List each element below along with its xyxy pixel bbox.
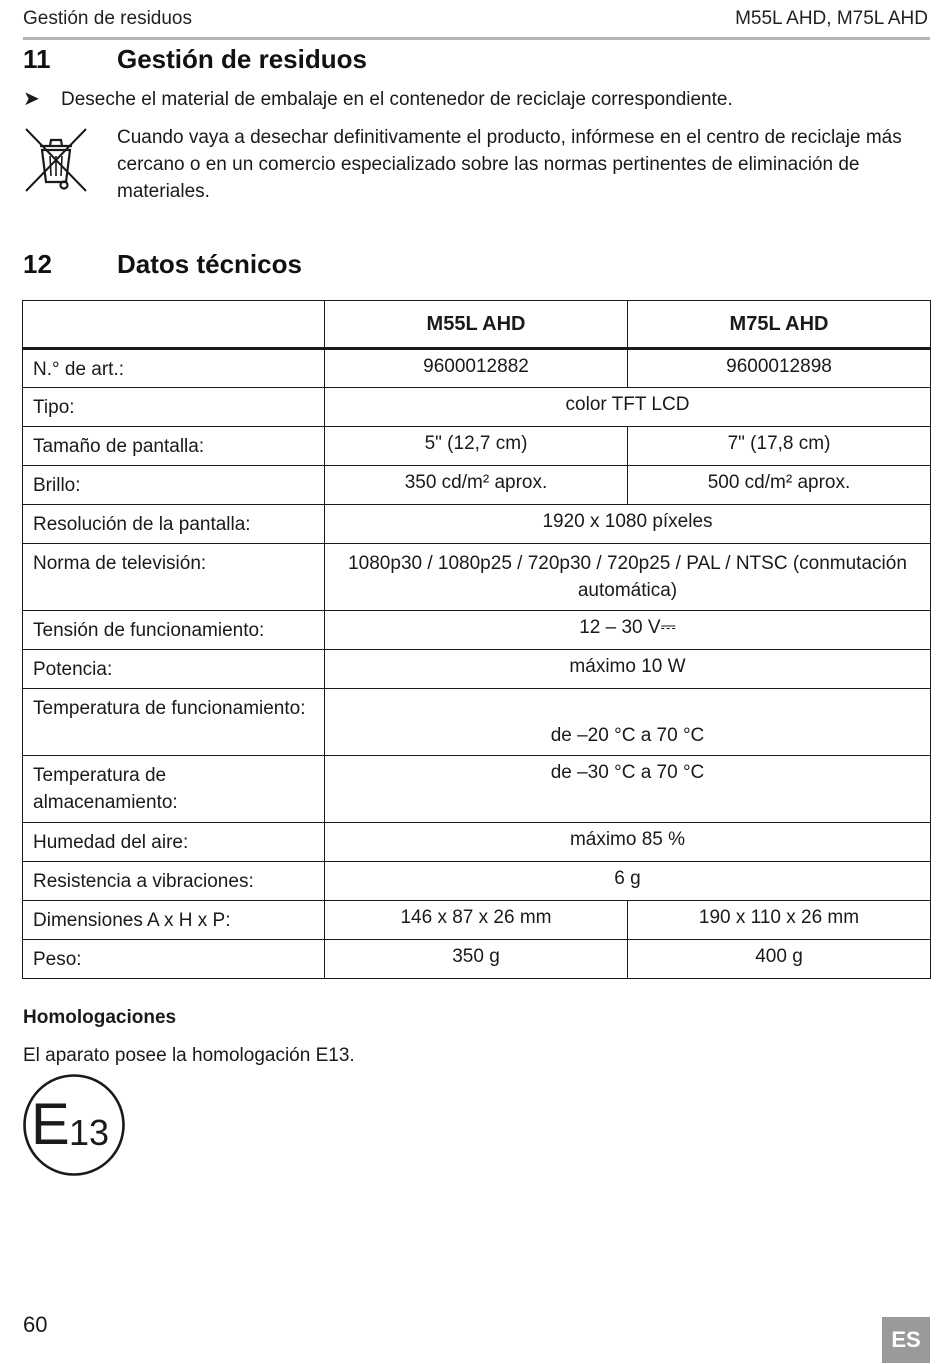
- value-m55: 5" (12,7 cm): [325, 427, 628, 466]
- e13-mark-letter: E: [31, 1092, 70, 1157]
- value-shared: 1920 x 1080 píxeles: [325, 505, 931, 544]
- row-label: Tamaño de pantalla:: [23, 427, 325, 466]
- table-row: [23, 862, 931, 901]
- value-shared: de –20 °C a 70 °C: [325, 689, 931, 756]
- homologation-heading: Homologaciones: [23, 1007, 177, 1028]
- row-label: Brillo:: [23, 466, 325, 505]
- value-m75: 500 cd/m² aprox.: [628, 466, 931, 505]
- arrow-bullet-icon: ➤: [23, 88, 40, 110]
- column-header-m55: M55L AHD: [325, 301, 628, 349]
- row-label: Resistencia a vibraciones:: [23, 862, 325, 901]
- value-m55: 146 x 87 x 26 mm: [325, 901, 628, 940]
- row-label: Temperatura de almacenamiento:: [23, 756, 325, 823]
- section-title: Gestión de residuos: [117, 44, 367, 74]
- table-row: [23, 823, 931, 862]
- table-row: [23, 940, 931, 979]
- e13-mark-number: 13: [69, 1112, 110, 1153]
- running-header-title: Gestión de residuos: [23, 8, 192, 29]
- table-row: [23, 505, 931, 544]
- table-row: [23, 388, 931, 427]
- value-m75: 7" (17,8 cm): [628, 427, 931, 466]
- table-row: [23, 611, 931, 650]
- value-m55: 350 cd/m² aprox.: [325, 466, 628, 505]
- value-shared: de –30 °C a 70 °C: [325, 756, 931, 823]
- value-m75: 9600012898: [628, 349, 931, 388]
- value-shared: 1080p30 / 1080p25 / 720p30 / 720p25 / PAL / NTSC (conmutación automática): [325, 544, 931, 611]
- table-row: [23, 544, 931, 611]
- homologation-text: El aparato posee la homologación E13.: [23, 1045, 355, 1066]
- row-label: Dimensiones A x H x P:: [23, 901, 325, 940]
- row-label: Resolución de la pantalla:: [23, 505, 325, 544]
- language-badge: ES: [882, 1317, 930, 1363]
- section-12-heading: [23, 249, 302, 280]
- table-row: [23, 466, 931, 505]
- row-label: Peso:: [23, 940, 325, 979]
- value-shared: color TFT LCD: [325, 388, 931, 427]
- packaging-instruction: [23, 86, 733, 111]
- section-number: 12: [23, 249, 52, 279]
- table-row: [23, 689, 931, 756]
- value-m75: 400 g: [628, 940, 931, 979]
- running-header-models: M55L AHD, M75L AHD: [735, 8, 928, 29]
- column-header-m75: M75L AHD: [628, 301, 931, 349]
- value-shared: 6 g: [325, 862, 931, 901]
- section-number: 11: [23, 44, 51, 74]
- value-shared: máximo 10 W: [325, 650, 931, 689]
- row-label: Temperatura de funcionamiento:: [23, 689, 325, 756]
- row-label: Humedad del aire:: [23, 823, 325, 862]
- row-label: N.° de art.:: [23, 349, 325, 388]
- table-row: [23, 349, 931, 388]
- section-title: Datos técnicos: [117, 249, 302, 279]
- value-m75: 190 x 110 x 26 mm: [628, 901, 931, 940]
- row-label: Potencia:: [23, 650, 325, 689]
- value-m55: 350 g: [325, 940, 628, 979]
- value-shared: 12 – 30 V⎓: [325, 611, 931, 650]
- value-m55: 9600012882: [325, 349, 628, 388]
- technical-data-table: [22, 300, 931, 979]
- table-row: [23, 901, 931, 940]
- crossed-out-wheelie-bin-icon: [23, 126, 89, 194]
- page-number: 60: [23, 1312, 48, 1337]
- disposal-text: Cuando vaya a desechar definitivamente el producto, infórmese en el centro de reciclaje más cercano o en un comercio especializado sobre las normas pertinentes de eliminación de materiales.: [117, 127, 902, 202]
- row-label: Tensión de funcionamiento:: [23, 611, 325, 650]
- table-header-row: [23, 301, 931, 349]
- row-label: Norma de televisión:: [23, 544, 325, 611]
- column-header-empty: [23, 301, 325, 349]
- section-11-heading: [23, 44, 367, 75]
- header-divider: [23, 37, 930, 40]
- table-row: [23, 427, 931, 466]
- table-row: [23, 756, 931, 823]
- row-label: Tipo:: [23, 388, 325, 427]
- value-shared: máximo 85 %: [325, 823, 931, 862]
- table-row: [23, 650, 931, 689]
- instruction-text: Deseche el material de embalaje en el contenedor de reciclaje correspondiente.: [61, 89, 733, 110]
- e13-approval-mark-icon: [22, 1073, 126, 1177]
